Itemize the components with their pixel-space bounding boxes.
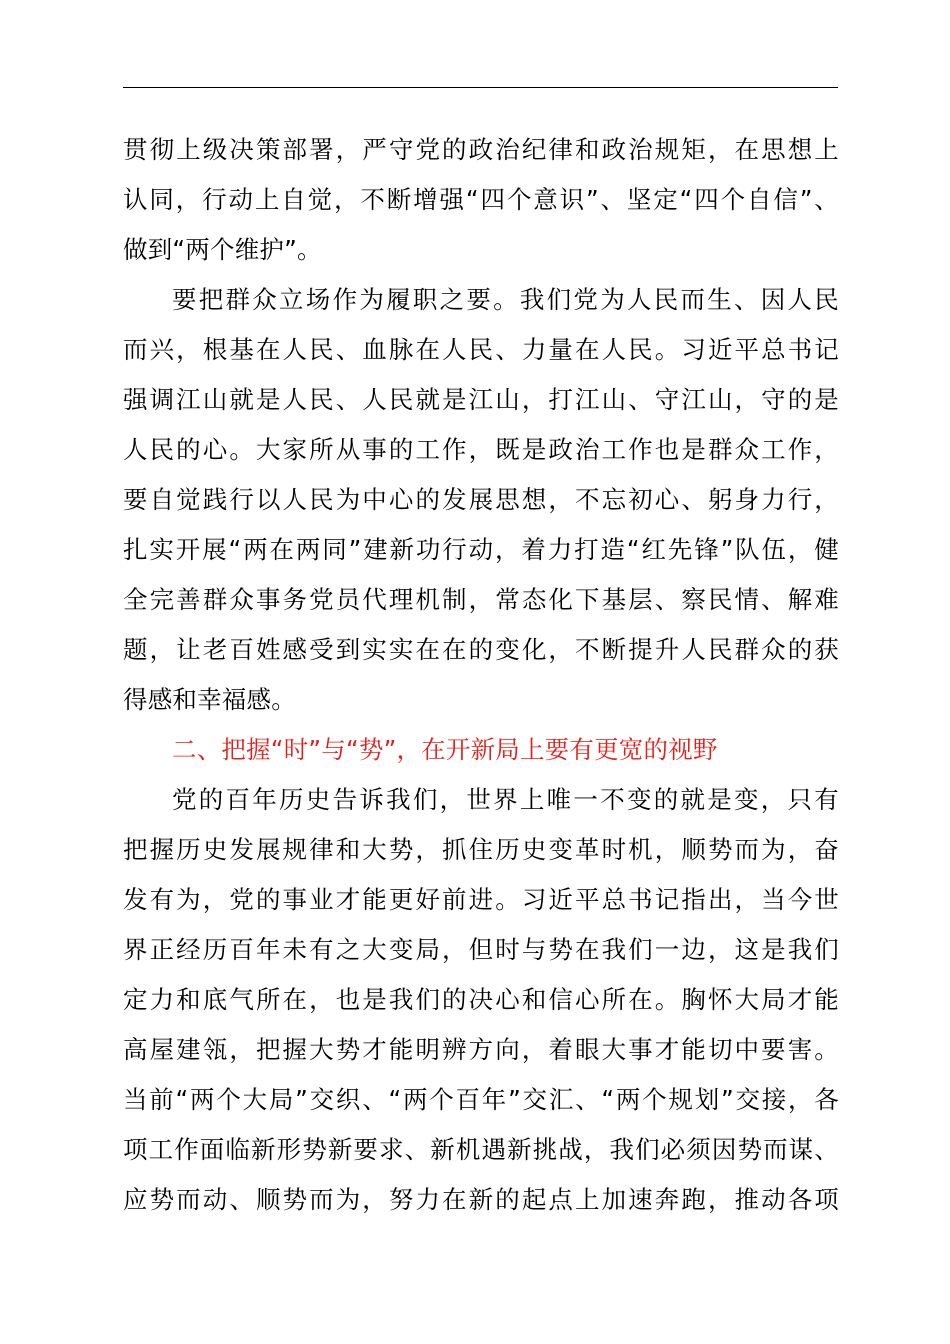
text-line: 强调江山就是人民、人民就是江山，打江山、守江山，守的是 xyxy=(123,385,839,414)
text-line: 发有为，党的事业才能更好前进。习近平总书记指出，当今世 xyxy=(123,885,839,914)
text-line: 把握历史发展规律和大势，抓住历史变革时机，顺势而为，奋 xyxy=(123,835,839,864)
text-line: 题，让老百姓感受到实实在在的变化，不断提升人民群众的获 xyxy=(123,635,839,664)
paragraph-continued xyxy=(123,125,839,275)
text-line: 人民的心。大家所从事的工作，既是政治工作也是群众工作， xyxy=(123,435,839,464)
text-line: 贯彻上级决策部署，严守党的政治纪律和政治规矩，在思想上 xyxy=(123,135,839,164)
paragraph-mass-line xyxy=(123,275,839,725)
text-line: 扎实开展“两在两同”建新功行动，着力打造“红先锋”队伍，健 xyxy=(123,535,839,564)
text-line: 得感和幸福感。 xyxy=(123,685,296,714)
text-line: 界正经历百年未有之大变局，但时与势在我们一边，这是我们 xyxy=(123,935,839,964)
section-heading: 二、把握“时”与“势”，在开新局上要有更宽的视野 xyxy=(172,735,718,764)
text-line: 项工作面临新形势新要求、新机遇新挑战，我们必须因势而谋、 xyxy=(123,1135,839,1164)
text-line: 全完善群众事务党员代理机制，常态化下基层、察民情、解难 xyxy=(123,585,839,614)
text-line: 定力和底气所在，也是我们的决心和信心所在。胸怀大局才能 xyxy=(123,985,839,1014)
text-line: 要自觉践行以人民为中心的发展思想，不忘初心、躬身力行， xyxy=(123,485,839,514)
text-line: 认同，行动上自觉，不断增强“四个意识”、坚定“四个自信”、 xyxy=(123,185,839,214)
page-body xyxy=(123,125,839,1225)
text-line: 而兴，根基在人民、血脉在人民、力量在人民。习近平总书记 xyxy=(123,335,839,364)
text-line: 高屋建瓴，把握大势才能明辨方向，着眼大事才能切中要害。 xyxy=(123,1035,839,1064)
text-line: 党的百年历史告诉我们，世界上唯一不变的就是变，只有 xyxy=(172,785,839,814)
text-line: 应势而动、顺势而为，努力在新的起点上加速奔跑，推动各项 xyxy=(123,1185,839,1214)
text-line: 要把群众立场作为履职之要。我们党为人民而生、因人民 xyxy=(172,285,839,314)
text-line: 做到“两个维护”。 xyxy=(123,235,322,264)
text-line: 当前“两个大局”交织、“两个百年”交汇、“两个规划”交接，各 xyxy=(123,1085,839,1114)
header-rule xyxy=(123,87,838,88)
paragraph-trend xyxy=(123,775,839,1225)
